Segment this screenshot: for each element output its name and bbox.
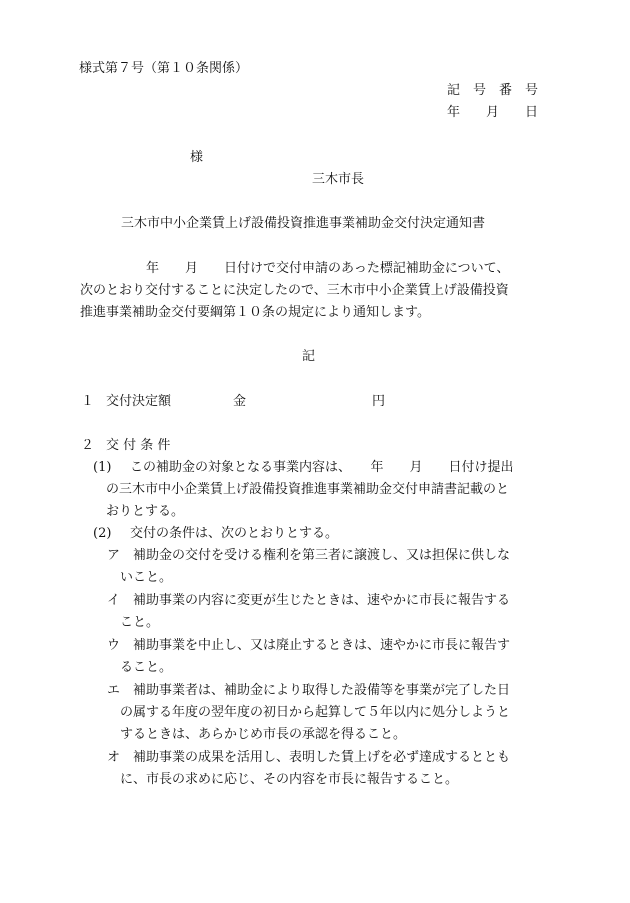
section-1-label: 交付決定額 <box>106 394 172 409</box>
item-2-text: 交付の条件は、次のとおりとする。 <box>130 526 339 541</box>
sub-u-marker: ウ <box>107 638 121 653</box>
sub-e-line-1: 補助事業者は、補助金により取得した設備等を事業が完了した日 <box>133 683 511 698</box>
ki-heading: 記 <box>302 349 316 364</box>
section-2-number: ２ <box>81 438 95 453</box>
item-2-marker: (2) <box>93 526 112 541</box>
sub-o-line-2: に、市長の求めに応じ、その内容を市長に報告すること。 <box>120 772 459 787</box>
issue-date: 年 月 日 <box>446 105 538 120</box>
sub-e-line-2: の属する年度の翌年度の初日から起算して５年以内に処分しようと <box>120 705 511 720</box>
section-1-currency-prefix: 金 <box>233 394 247 409</box>
sub-e-line-3: するときは、あらかじめ市長の承認を得ること。 <box>120 727 407 742</box>
sub-i-marker: イ <box>107 593 121 608</box>
issuer-name: 三木市長 <box>312 172 365 187</box>
sub-i-line-1: 補助事業の内容に変更が生じたときは、速やかに市長に報告する <box>133 593 511 608</box>
body-line-1: 年 月 日付けで交付申請のあった標記補助金について、 <box>146 261 510 276</box>
addressee-suffix: 様 <box>190 150 204 165</box>
item-1-marker: (1) <box>93 460 112 475</box>
sub-a-marker: ア <box>107 548 121 563</box>
section-2-label: 交 付 条 件 <box>106 438 171 453</box>
form-number: 様式第７号（第１０条関係） <box>79 61 249 76</box>
section-1-unit: 円 <box>372 394 386 409</box>
sub-e-marker: エ <box>107 683 121 698</box>
sub-a-line-2: いこと。 <box>120 570 173 585</box>
sub-o-marker: オ <box>107 750 121 765</box>
sub-o-line-1: 補助事業の成果を活用し、表明した賃上げを必ず達成するととも <box>133 750 511 765</box>
body-line-2: 次のとおり交付することに決定したので、三木市中小企業賃上げ設備投資 <box>80 283 509 298</box>
section-1-number: １ <box>81 394 95 409</box>
sub-a-line-1: 補助金の交付を受ける権利を第三者に譲渡し、又は担保に供しな <box>133 548 511 563</box>
sub-u-line-2: ること。 <box>120 660 173 675</box>
reference-number: 記 号 番 号 <box>446 83 538 98</box>
item-1-line-2: の三木市中小企業賃上げ設備投資推進事業補助金交付申請書記載のと <box>106 482 510 497</box>
item-1-line-1: この補助金の対象となる事業内容は、 年 月 日付け提出 <box>130 460 514 475</box>
sub-i-line-2: こと。 <box>120 615 160 630</box>
sub-u-line-1: 補助事業を中止し、又は廃止するときは、速やかに市長に報告す <box>133 638 511 653</box>
document-title: 三木市中小企業賃上げ設備投資推進事業補助金交付決定通知書 <box>121 216 486 231</box>
item-1-line-3: おりとする。 <box>106 504 185 519</box>
body-line-3: 推進事業補助金交付要綱第１０条の規定により通知します。 <box>80 305 430 320</box>
